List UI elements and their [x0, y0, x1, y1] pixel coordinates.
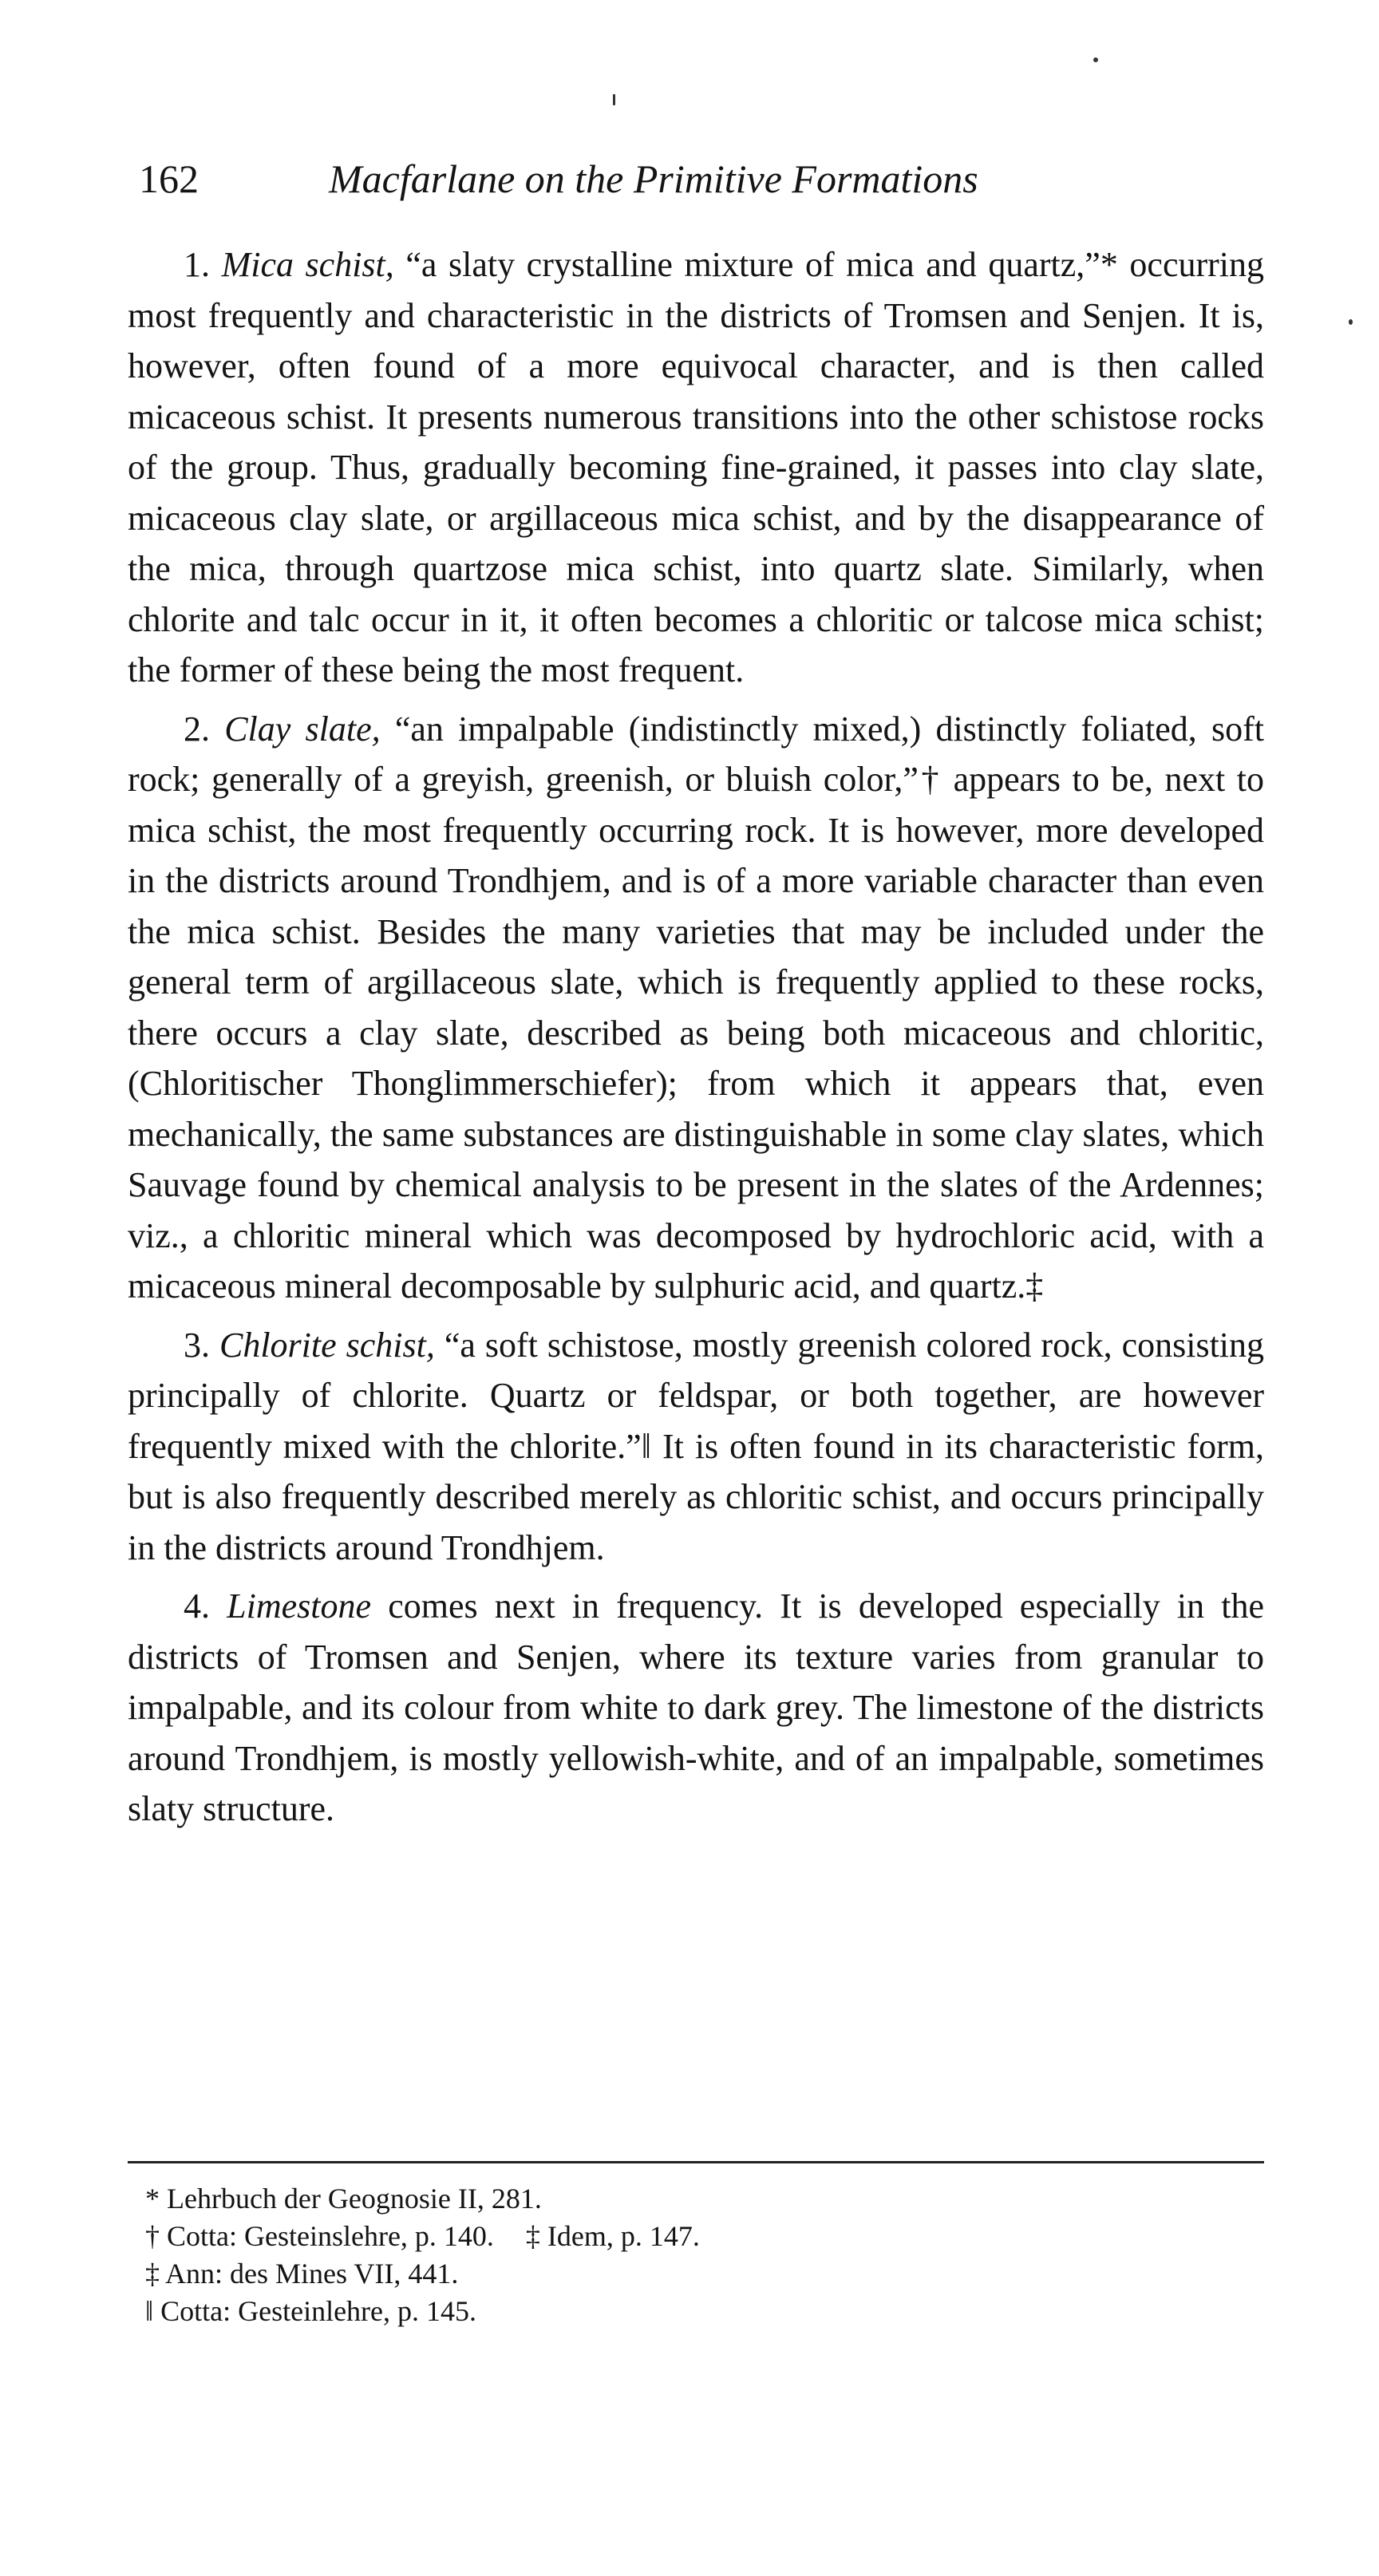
footnote-text: † Cotta: Gesteinslehre, p. 140.: [145, 2220, 494, 2252]
paragraph-text: “a slaty crystalline mixture of mica and quartz,”* occurring most frequently and characteristic in the districts of Tromsen and Senjen. It is, however, often found of a more equivocal character, and is then called micaceous schist. It presents numerous transitions into the other schistose rocks of the group. Thus, gradually becoming fine-grained, it passes into clay slate, micaceous clay slate, or argillaceous mica schist, and by the disappearance of the mica, through quartzose mica schist, into quartz slate. Similarly, when chlorite and talc occur in it, it often becomes a chloritic or talcose mica schist; the former of these being the most frequent.: [128, 245, 1264, 689]
scan-speck: [613, 94, 615, 105]
footnote-divider: [128, 2161, 1264, 2163]
footnote-cotta-idem: [145, 2218, 1183, 2255]
footnote-text: ‡ Ann: des Mines VII, 441.: [145, 2258, 459, 2290]
paragraph-clay-slate: [128, 704, 1264, 1312]
scan-speck: [1093, 57, 1098, 62]
term-clay-slate: Clay slate,: [224, 709, 381, 749]
paragraph-number: 3.: [184, 1325, 210, 1365]
paragraph-chlorite-schist: [128, 1320, 1264, 1574]
page-header: [139, 150, 1264, 207]
body-text: [128, 239, 1264, 1835]
term-mica-schist: Mica schist,: [221, 245, 394, 284]
term-chlorite-schist: Chlorite schist,: [219, 1325, 435, 1365]
paragraph-mica-schist: [128, 239, 1264, 696]
scan-speck: [1349, 319, 1353, 325]
footnote-annales-des-mines: [145, 2255, 1183, 2293]
paragraph-number: 2.: [184, 709, 210, 749]
paragraph-text: comes next in frequency. It is developed especially in the districts of Tromsen and Senjen, where its texture varies from granular to impalpable, and its colour from white to dark grey. The limestone of the districts around Trondhjem, is mostly yellowish-white, and of an impalpable, sometimes slaty structure.: [128, 1586, 1265, 1828]
paragraph-text: “a soft schistose, mostly greenish colored rock, consisting principally of chlorite. Quartz or feldspar, or both together, are however frequently mixed with the chlorite.”‖ It is often found in its characteristic form, but is also frequently described merely as chloritic schist, and occurs principally in the districts around Trondhjem.: [128, 1325, 1265, 1567]
running-title: Macfarlane on the Primitive Formations: [329, 156, 978, 201]
term-limestone: Limestone: [227, 1586, 372, 1626]
footnote-text: * Lehrbuch der Geognosie II, 281.: [145, 2183, 542, 2214]
footnote-text: ‡ Idem, p. 147.: [525, 2220, 700, 2252]
paragraph-number: 4.: [184, 1586, 210, 1626]
footnote-text: ‖ Cotta: Gesteinlehre, p. 145.: [145, 2295, 477, 2327]
page-number: 162: [139, 156, 199, 201]
paragraph-number: 1.: [184, 245, 210, 284]
paragraph-text: “an impalpable (indistinctly mixed,) distinctly foliated, soft rock; generally of a greyish, greenish, or bluish color,”† appears to be, next to mica schist, the most frequently occurring rock. It is however, more developed in the districts around Trondhjem, and is of a more variable character than even the mica schist. Besides the many varieties that may be included under the general term of argillaceous slate, which is frequently applied to these rocks, there occurs a clay slate, described as being both micaceous and chloritic, (Chloritischer Thonglimmerschiefer); from which it appears that, even mechanically, the same substances are distinguishable in some clay slates, which Sauvage found by chemical analysis to be present in the slates of the Ardennes; viz., a chloritic mineral which was decomposed by hydrochloric acid, with a micaceous mineral decomposable by sulphuric acid, and quartz.‡: [128, 709, 1264, 1306]
paragraph-limestone: [128, 1581, 1264, 1835]
footnote-lehrbuch: [145, 2180, 1183, 2218]
footnotes: [145, 2180, 1183, 2330]
footnote-cotta-gesteinlehre: [145, 2293, 1183, 2330]
